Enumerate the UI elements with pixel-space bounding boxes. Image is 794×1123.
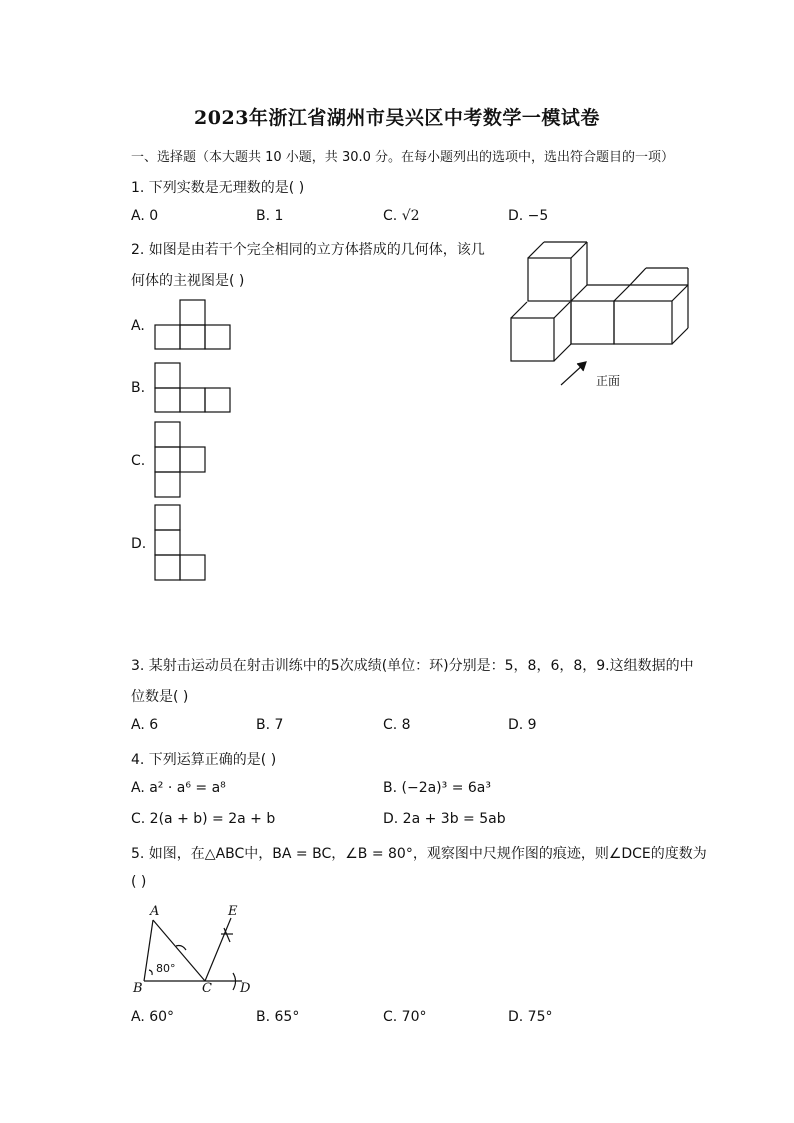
q2-option-b-label: B. [131, 380, 146, 396]
q2-stem-line2: 何体的主视图是( ) [131, 273, 245, 289]
q3-stem-line2: 位数是( ) [131, 689, 189, 705]
q2-option-d-label: D. [131, 536, 147, 552]
q5-option-a: A. 60° [131, 1009, 175, 1025]
q2-option-c-label: C. [131, 453, 146, 469]
q3-stem-line1: 3. 某射击运动员在射击训练中的5次成绩(单位：环)分别是：5，8，6，8，9.这组数据的中 [131, 658, 694, 674]
q5-stem-line2: ( ) [131, 874, 147, 890]
q3-option-b: B. 7 [256, 717, 284, 733]
q1-option-d: D. −5 [508, 208, 549, 224]
angle-label: 80° [156, 962, 176, 975]
q4-option-b: B. (−2a)³ = 6a³ [383, 780, 491, 796]
q4-option-a: A. a² · a⁶ = a⁸ [131, 780, 226, 796]
q1-stem: 1. 下列实数是无理数的是( ) [131, 180, 305, 196]
front-label: 正面 [596, 374, 621, 388]
q4-stem: 4. 下列运算正确的是( ) [131, 752, 277, 768]
q1-option-c-math: √2 [401, 208, 420, 224]
q4-option-c: C. 2(a + b) = 2a + b [131, 811, 276, 827]
label-b: B [133, 981, 143, 996]
q2-stem-line1: 2. 如图是由若干个完全相同的立方体搭成的几何体，该几 [131, 242, 485, 258]
label-c: C [202, 981, 212, 996]
q1-option-b: B. 1 [256, 208, 284, 224]
section-heading: 一、选择题（本大题共 10 小题，共 30.0 分。在每小题列出的选项中，选出符合题目的一项） [131, 150, 675, 165]
q3-option-d: D. 9 [508, 717, 537, 733]
label-a: A [150, 904, 160, 919]
q3-option-c: C. 8 [383, 717, 411, 733]
q3-option-a: A. 6 [131, 717, 159, 733]
label-d: D [240, 981, 251, 996]
q5-option-d: D. 75° [508, 1009, 553, 1025]
q1-option-a: A. 0 [131, 208, 159, 224]
q5-stem-line1: 5. 如图，在△ABC中，BA = BC，∠B = 80°，观察图中尺规作图的痕迹，则∠DCE的度数为 [131, 846, 707, 862]
q2-option-a-label: A. [131, 318, 145, 334]
label-e: E [228, 904, 238, 919]
q1-option-c-prefix: C. [383, 208, 402, 224]
q4-option-d: D. 2a + 3b = 5ab [383, 811, 506, 827]
q5-option-b: B. 65° [256, 1009, 300, 1025]
q5-option-c: C. 70° [383, 1009, 427, 1025]
page-title: 2023年浙江省湖州市吴兴区中考数学一模试卷 [194, 107, 600, 129]
